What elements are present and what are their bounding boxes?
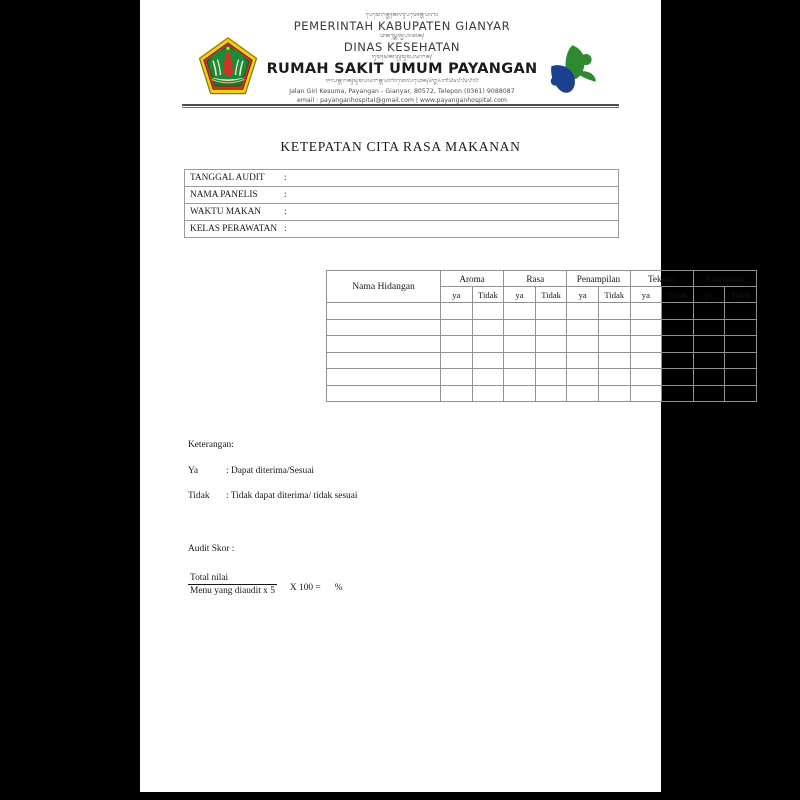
table-row — [327, 369, 757, 386]
cell-criterion-check[interactable] — [630, 319, 662, 336]
letterhead-divider — [182, 104, 619, 108]
cell-criterion-check[interactable] — [725, 319, 757, 336]
balinese-script-line-1: ᬧᬾᬫᬾᬭᬶᬦ᭄ᬢᬄᬓᬩᬸᬧᬢᬾᬦ᭄ᬕᬶᬬᬜᬃ — [365, 12, 439, 18]
column-subheader-yes: ya — [630, 287, 662, 303]
cell-criterion-check[interactable] — [535, 352, 567, 369]
balinese-script-line-2: ᬤᬶᬦᬲ᭄ᬓᬾᬰᬺᬳᬢᬦ᭄ — [379, 33, 425, 39]
identity-field-label: NAMA PANELIS — [190, 190, 258, 200]
cell-criterion-check[interactable] — [662, 369, 694, 386]
cell-criterion-check[interactable] — [598, 336, 630, 353]
identity-field-colon: : — [284, 224, 287, 234]
identity-field-value[interactable] — [304, 221, 619, 238]
audit-score-block — [188, 544, 608, 598]
keterangan-entry — [188, 466, 608, 476]
column-subheader-no: Tidak — [598, 287, 630, 303]
column-subheader-yes: ya — [693, 287, 725, 303]
institution-name-regency: PEMERINTAH KABUPATEN GIANYAR — [293, 19, 511, 33]
cell-dish-name[interactable] — [327, 319, 441, 336]
keterangan-entry-text: : Tidak dapat diterima/ tidak sesuai — [226, 491, 358, 501]
table-row — [327, 336, 757, 353]
cell-criterion-check[interactable] — [725, 385, 757, 402]
keterangan-entries — [188, 466, 608, 501]
identity-field-value[interactable] — [304, 187, 619, 204]
cell-criterion-check[interactable] — [598, 319, 630, 336]
column-subheader-no: Tidak — [472, 287, 504, 303]
cell-criterion-check[interactable] — [725, 303, 757, 320]
letterhead-text-block — [232, 12, 572, 105]
assessment-table-head — [327, 271, 757, 303]
cell-criterion-check[interactable] — [567, 352, 599, 369]
column-subheader-yes: ya — [567, 287, 599, 303]
cell-criterion-check[interactable] — [472, 369, 504, 386]
column-subheader-no: Tidak — [662, 287, 694, 303]
column-subheader-no: Tidak — [725, 287, 757, 303]
cell-criterion-check[interactable] — [441, 352, 473, 369]
cell-criterion-check[interactable] — [598, 385, 630, 402]
institution-name-health-office: DINAS KESEHATAN — [343, 40, 461, 54]
cell-criterion-check[interactable] — [567, 336, 599, 353]
cell-criterion-check[interactable] — [567, 303, 599, 320]
cell-criterion-check[interactable] — [693, 303, 725, 320]
balinese-script-line-3: ᬭᬸᬫᬄᬲᬓᬶᬢ᭄ᬳᬸᬫᬸᬫ᭄ᬧᬬᬗᬦ᭄ — [371, 54, 433, 60]
identity-field-label-cell — [185, 187, 305, 204]
audit-score-label: Audit Skor : — [188, 544, 235, 554]
cell-criterion-check[interactable] — [662, 352, 694, 369]
identity-fields-table — [184, 169, 619, 238]
keterangan-entry-text: : Dapat diterima/Sesuai — [226, 466, 314, 476]
cell-criterion-check[interactable] — [535, 385, 567, 402]
cell-criterion-check[interactable] — [598, 303, 630, 320]
cell-criterion-check[interactable] — [441, 303, 473, 320]
identity-field-label: WAKTU MAKAN — [190, 207, 262, 217]
cell-criterion-check[interactable] — [662, 385, 694, 402]
identity-field-row — [185, 221, 619, 238]
cell-criterion-check[interactable] — [598, 352, 630, 369]
cell-criterion-check[interactable] — [535, 336, 567, 353]
cell-criterion-check[interactable] — [441, 369, 473, 386]
column-header-criterion: Keamanan — [693, 271, 756, 287]
cell-criterion-check[interactable] — [472, 385, 504, 402]
cell-dish-name[interactable] — [327, 369, 441, 386]
cell-criterion-check[interactable] — [630, 385, 662, 402]
identity-field-row — [185, 187, 619, 204]
score-denominator: Menu yang diaudit x 5 — [190, 586, 275, 596]
table-row — [327, 385, 757, 402]
cell-criterion-check[interactable] — [535, 303, 567, 320]
keterangan-entry — [188, 491, 608, 501]
cell-criterion-check[interactable] — [472, 303, 504, 320]
keterangan-block — [188, 440, 608, 516]
keterangan-entry-key: Ya — [188, 466, 198, 476]
assessment-header-row-groups — [327, 271, 757, 287]
column-subheader-no: Tidak — [535, 287, 567, 303]
cell-criterion-check[interactable] — [504, 385, 536, 402]
cell-criterion-check[interactable] — [472, 352, 504, 369]
identity-field-label: TANGGAL AUDIT — [190, 173, 265, 183]
cell-criterion-check[interactable] — [630, 336, 662, 353]
cell-criterion-check[interactable] — [504, 303, 536, 320]
assessment-table-body — [327, 303, 757, 402]
cell-criterion-check[interactable] — [662, 319, 694, 336]
identity-field-row — [185, 170, 619, 187]
balinese-script-line-4: ᬚᬮᬦ᭄ᬕᬶᬭᬶᬓᬸᬲᬸᬫᬧᬬᬗᬦ᭄ᬕᬶᬬᬜᬃᬢᬾᬮᭂᬧᭀᬦ᭄᭐᭓᭖᭑᭙᭐᭘᭘᭐᭘᭗ — [325, 78, 479, 84]
keterangan-entry-key: Tidak — [188, 491, 210, 501]
audit-score-formula — [188, 572, 608, 598]
cell-criterion-check[interactable] — [725, 352, 757, 369]
page-title: KETEPATAN CITA RASA MAKANAN — [280, 139, 521, 154]
cell-criterion-check[interactable] — [630, 352, 662, 369]
cell-criterion-check[interactable] — [567, 319, 599, 336]
letterhead-contact: email : payanganhospital@gmail.com | www.payanganhospital.com — [297, 97, 507, 104]
cell-criterion-check[interactable] — [630, 303, 662, 320]
cell-criterion-check[interactable] — [693, 385, 725, 402]
identity-field-label: KELAS PERAWATAN — [190, 224, 278, 234]
identity-field-value[interactable] — [304, 170, 619, 187]
document-page — [140, 0, 751, 792]
identity-field-colon: : — [284, 190, 287, 200]
identity-field-value[interactable] — [304, 204, 619, 221]
cell-criterion-check[interactable] — [630, 369, 662, 386]
letterhead-address: Jalan Giri Kesuma, Payangan - Gianyar, 80572, Telepon (0361) 9088087 — [289, 88, 515, 95]
letterhead — [140, 0, 661, 118]
cell-criterion-check[interactable] — [504, 352, 536, 369]
score-unit: % — [334, 583, 343, 593]
identity-field-colon: : — [284, 173, 287, 183]
cell-criterion-check[interactable] — [567, 369, 599, 386]
cell-criterion-check[interactable] — [693, 336, 725, 353]
score-fraction — [188, 572, 277, 598]
cell-criterion-check[interactable] — [693, 369, 725, 386]
cell-criterion-check[interactable] — [535, 369, 567, 386]
column-header-criterion: Rasa — [504, 271, 567, 287]
column-subheader-yes: ya — [441, 287, 473, 303]
cell-criterion-check[interactable] — [504, 319, 536, 336]
divider-rule-thick — [182, 104, 619, 106]
identity-field-row — [185, 204, 619, 221]
column-header-criterion: Tekstur — [630, 271, 693, 287]
cell-criterion-check[interactable] — [662, 303, 694, 320]
cell-criterion-check[interactable] — [535, 319, 567, 336]
divider-rule-thin — [182, 107, 619, 108]
cell-criterion-check[interactable] — [504, 369, 536, 386]
cell-criterion-check[interactable] — [693, 319, 725, 336]
score-numerator: Total nilai — [188, 572, 277, 585]
cell-criterion-check[interactable] — [567, 385, 599, 402]
cell-criterion-check[interactable] — [598, 369, 630, 386]
identity-fields-body — [185, 170, 619, 238]
cell-criterion-check[interactable] — [441, 319, 473, 336]
keterangan-heading: Keterangan: — [188, 440, 234, 450]
column-header-dish-name: Nama Hidangan — [327, 271, 441, 303]
identity-field-label-cell — [185, 170, 305, 187]
table-row — [327, 303, 757, 320]
cell-dish-name[interactable] — [327, 352, 441, 369]
identity-field-colon: : — [284, 207, 287, 217]
cell-criterion-check[interactable] — [504, 336, 536, 353]
cell-criterion-check[interactable] — [441, 385, 473, 402]
table-row — [327, 352, 757, 369]
cell-criterion-check[interactable] — [725, 369, 757, 386]
cell-criterion-check[interactable] — [725, 336, 757, 353]
identity-field-label-cell — [185, 204, 305, 221]
cell-criterion-check[interactable] — [472, 319, 504, 336]
cell-dish-name[interactable] — [327, 385, 441, 402]
identity-field-label-cell — [185, 221, 305, 238]
column-header-criterion: Penampilan — [567, 271, 630, 287]
assessment-table — [326, 270, 757, 402]
column-header-criterion: Aroma — [441, 271, 504, 287]
cell-criterion-check[interactable] — [441, 336, 473, 353]
column-subheader-yes: ya — [504, 287, 536, 303]
cell-dish-name[interactable] — [327, 303, 441, 320]
cell-dish-name[interactable] — [327, 336, 441, 353]
cell-criterion-check[interactable] — [662, 336, 694, 353]
institution-name-hospital: RUMAH SAKIT UMUM PAYANGAN — [266, 61, 538, 77]
score-multiplier: X 100 = — [289, 583, 321, 593]
cell-criterion-check[interactable] — [472, 336, 504, 353]
cell-criterion-check[interactable] — [693, 352, 725, 369]
table-row — [327, 319, 757, 336]
